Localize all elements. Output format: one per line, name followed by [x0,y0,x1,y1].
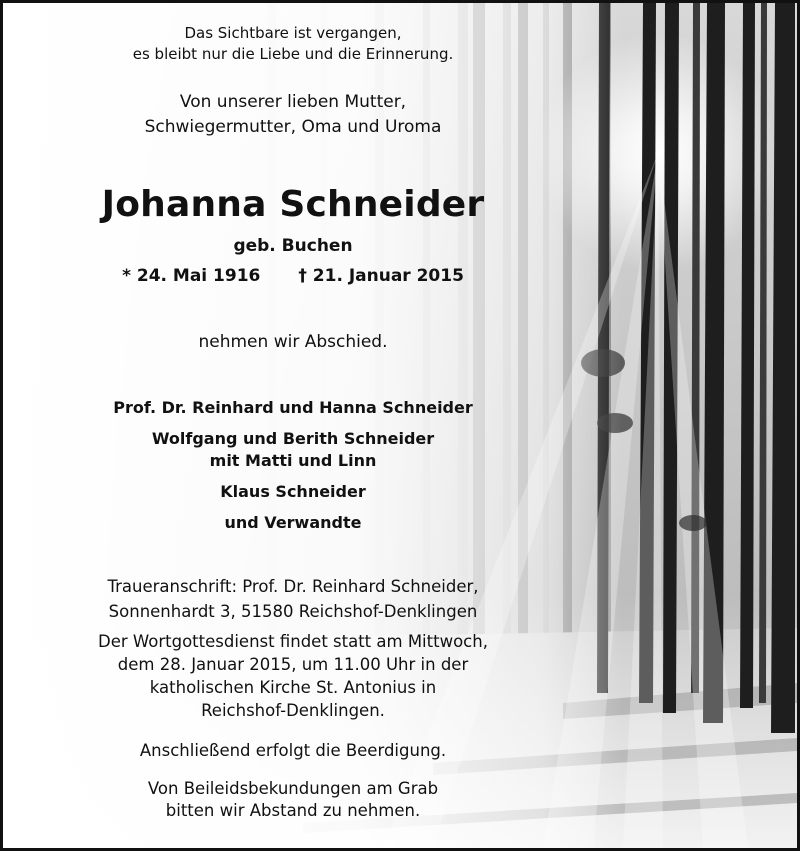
motto-line-1: Das Sichtbare ist vergangen, [184,24,402,42]
mourner-line: mit Matti und Linn [209,451,377,470]
death-date: † 21. Januar 2015 [298,266,464,286]
service-info [43,630,543,722]
condolence-line-2: bitten wir Abstand zu nehmen. [165,801,421,820]
birth-name: geb. Buchen [233,236,353,256]
mourning-address [43,574,543,624]
mourner-line: Wolfgang und Berith Schneider [151,429,435,448]
service-line-1: Der Wortgottesdienst findet statt am Mittwoch, [98,632,488,651]
service-line-2: dem 28. Januar 2015, um 11.00 Uhr in der [117,655,469,674]
burial-info: Anschließend erfolgt die Beerdigung. [139,741,447,760]
motto-line-2: es bleibt nur die Liebe und die Erinnerung. [132,45,454,63]
life-dates [43,265,543,287]
address-line-2: Sonnenhardt 3, 51580 Reichshof-Denklingen [108,602,478,621]
motto-verse [43,23,543,65]
intro-text [43,90,543,140]
service-line-4: Reichshof-Denklingen. [201,701,385,720]
mourners-list [43,397,543,534]
intro-line-2: Schwiegermutter, Oma und Uroma [144,117,442,137]
deceased-name: Johanna Schneider [101,184,485,225]
address-line-1: Traueranschrift: Prof. Dr. Reinhard Schneider, [107,577,479,596]
service-line-3: katholischen Kirche St. Antonius in [149,678,437,697]
mourner-line: Prof. Dr. Reinhard und Hanna Schneider [113,398,473,417]
farewell-text: nehmen wir Abschied. [198,332,388,352]
birth-date: * 24. Mai 1916 [122,266,261,286]
condolence-note [43,778,543,822]
mourner-line: Klaus Schneider [220,482,366,501]
intro-line-1: Von unserer lieben Mutter, [179,92,407,112]
mourner-line: und Verwandte [224,513,362,532]
condolence-line-1: Von Beileidsbekundungen am Grab [147,779,439,798]
